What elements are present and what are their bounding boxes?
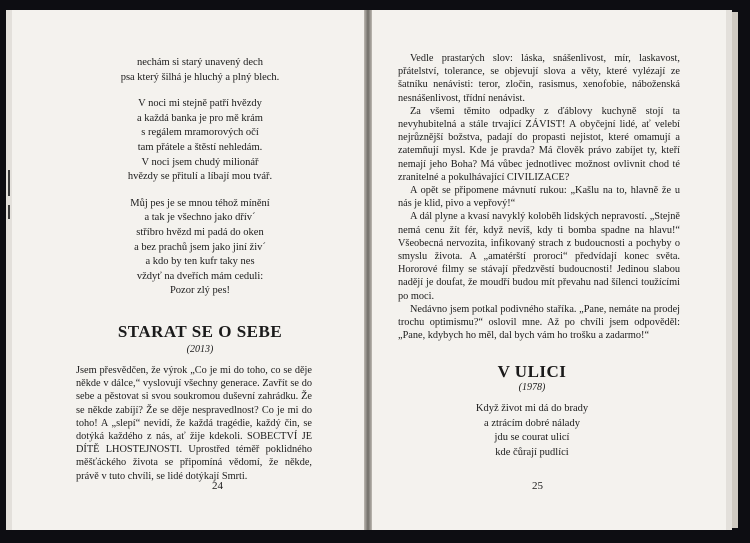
poem-line: kde čůrají pudlíci [495,446,569,458]
poem-line: s regálem mramorových očí [141,127,259,139]
poem-line: psa který šilhá je hluchý a plný blech. [120,71,280,83]
poem-line: hvězdy se přitulí a líbají mou tvář. [127,171,273,183]
page-edge [732,12,738,528]
poem-line: a kdo by ten kufr taky nes [145,256,255,268]
poem-line: Pozor zlý pes! [169,285,231,297]
paragraph: A dál plyne a kvasí navyklý koloběh lidských nepravostí. „Stejně nemá cenu žít fér, když nevíš, kdy ti bomba spadne na hlavu!“ Všeobecná nervozita, infikovaný strach z budoucnosti a pochyby o smyslu života. A „amatérští proroci“ předvídají konec světa. Hororové filmy se stávají předzvěstí budoucnosti! Jedinou slabou nadějí je doufat, že moudří budou mít převahu nad šílenci toužícími po moci. [398,211,680,302]
body-text [398,52,680,342]
left-page [6,10,364,530]
poem-stanza [32,56,368,85]
poem-line: tam přátele a štěstí nehledám. [137,141,263,153]
poem-stanza [32,197,368,299]
paragraph: Za všemi těmito odpadky z ďáblovy kuchyně stojí ta nevyhubitelná a stále trvající ZÁVIST! A obyčejní lidé, ať velebí nejrůznější božstva, padají do propasti nejistot, které omamují a zatemňují mysl. Kde je pravda? Má člověk právo zabíjet ty, kteří nemají jeho Boha? Má vůbec jednotlivec možnost ovlivnit chod té zranitelné a pokulhávající CIVILIZACE? [398,105,680,183]
poem-line: a každá banka je pro mě krám [137,112,263,124]
poem-line: a tak je všechno jako dřív´ [144,212,256,224]
poem-line: jdu se courat ulicí [494,432,570,444]
paragraph: A opět se připomene mávnutí rukou: „Kašlu na to, hlavně že u nás je klid, pivo a vepřový!“ [398,185,680,210]
body-text [76,364,312,483]
poem-line: nechám si starý unavený dech [137,57,263,68]
paragraph: Vedle prastarých slov: láska, snášenlivost, mír, laskavost, přátelství, tolerance, se objevují slova a věty, které vylézají ze šatníku nenávisti: teror, zločin, rasismus, xenofobie, náboženská nesnášenlivost, třídní nenávist. [398,53,680,104]
section-title: STARAT SE O SEBE [117,322,283,341]
section-year: (1978) [518,382,546,393]
book-gutter [364,10,372,530]
poem-continuation [32,56,368,311]
page-number: 24 [212,480,223,492]
poem-line: Můj pes je se mnou téhož mínění [130,197,270,209]
paragraph: Nedávno jsem potkal podivného staříka. „Pane, nemáte na prodej trochu optimismu?“ oslovil mne. Až po chvíli jsem odpověděl: „Pane, kdybych ho měl, dal bych vám ho trošku a zadarmo!“ [398,303,680,342]
poem-line: V noci mi stejně patří hvězdy [138,98,262,110]
poem-line: vždyť na dveřích mám ceduli: [136,270,264,282]
poem-line: stříbro hvězd mi padá do oken [136,226,264,238]
poem [372,402,692,460]
bleed-mark [8,170,10,196]
page-number: 25 [532,480,543,492]
section-year: (2013) [186,344,214,355]
section-title: V ULICI [497,362,567,381]
paragraph: Jsem přesvědčen, že výrok „Co je mi do toho, co se děje někde v dálce,“ vyslovují všechny generace. Zavřít se do sebe a pěstovat si svou soukromou duševní zahrádku. Že se někde zabíjí? Že se děje nespravedlnost? Co je mi do toho! A „slepí“ nevidí, že každá tragédie, každý čin, se dotýká každého z nás, ať žije kdekoli. SOBECTVÍ JE DÍTĚ LHOSTEJNOSTI. Uprostřed téměř poklidného měšťáckého života se připomíná vědomí, že někde, právě v tuto chvíli, se lidé dotýkají Smrti. [76,365,312,482]
right-page [372,10,732,530]
poem-line: V noci jsem chudý milionář [141,156,259,168]
poem-stanza [32,97,368,185]
poem-line: Když život mi dá do brady [475,403,589,414]
poem-line: a ztrácím dobré nálady [484,417,580,429]
poem-line: a bez prachů jsem jako jiní živ´ [134,241,266,253]
bleed-mark [8,205,10,219]
